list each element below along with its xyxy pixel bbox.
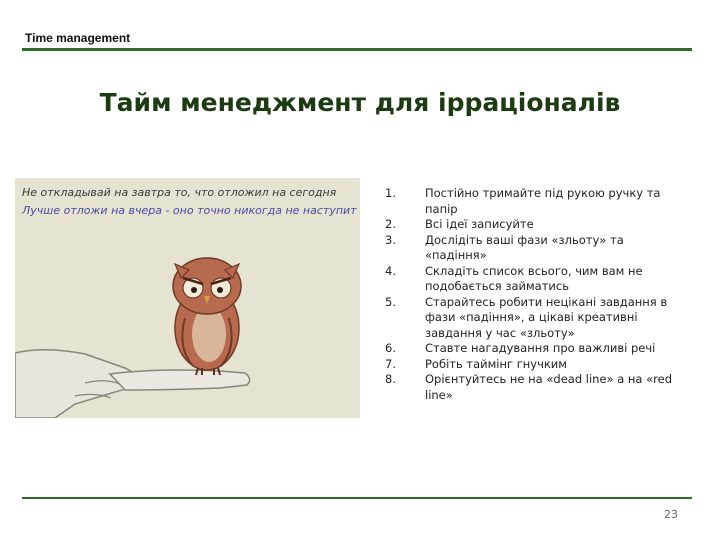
- list-item-number: 1.: [385, 186, 396, 200]
- list-item-number: 7.: [385, 356, 396, 371]
- list-item: [385, 264, 685, 295]
- header-divider: [22, 48, 692, 51]
- slide-title: Тайм менеджмент для ірраціоналів: [99, 88, 621, 117]
- list-item-text: Орієнтуйтесь не на «dead line» а на «red line»: [425, 372, 673, 402]
- quote-line-1: Не откладывай на завтра то, что отложил на сегодня: [22, 186, 337, 199]
- list-item-text: Складіть список всього, чим вам не подобається займатись: [425, 263, 643, 293]
- header-label: Time management: [25, 31, 131, 45]
- list-item-text: Дослідіть ваші фази «зльоту» та «падіння»: [425, 232, 624, 262]
- list-item-text: Ставте нагадування про важливі речі: [425, 341, 656, 355]
- list-item-number: 8.: [385, 372, 396, 386]
- owl-shape: [173, 258, 241, 375]
- quote-line-2: Лучше отложи на вчера - оно точно никогда не наступит: [22, 204, 357, 217]
- list-item-text: Всі ідеї записуйте: [425, 217, 534, 231]
- list-item: [385, 341, 685, 357]
- list-item: [385, 217, 685, 233]
- list-item-text: Постійно тримайте під рукою ручку та папір: [425, 186, 661, 216]
- tips-list: [385, 186, 685, 403]
- page-number: 23: [664, 508, 678, 521]
- list-item: [385, 186, 685, 217]
- list-item-number: 6.: [385, 341, 396, 355]
- footer-divider: [22, 497, 692, 499]
- list-item-number: 4.: [385, 263, 396, 278]
- list-item: [385, 233, 685, 264]
- list-item-number: 2.: [385, 217, 396, 231]
- list-item-number: 5.: [385, 294, 396, 309]
- list-item-text: Старайтесь робити нецікані завдання в фази «падіння», а цікаві креативні завдання у час «зльоту»: [425, 294, 668, 340]
- list-item: [385, 295, 685, 342]
- list-item-number: 3.: [385, 232, 396, 247]
- finger-shape: [110, 370, 250, 390]
- list-item-text: Робіть таймінг гнучким: [425, 356, 567, 371]
- list-item: [385, 372, 685, 403]
- list-item: [385, 357, 685, 373]
- owl-illustration: [15, 178, 360, 418]
